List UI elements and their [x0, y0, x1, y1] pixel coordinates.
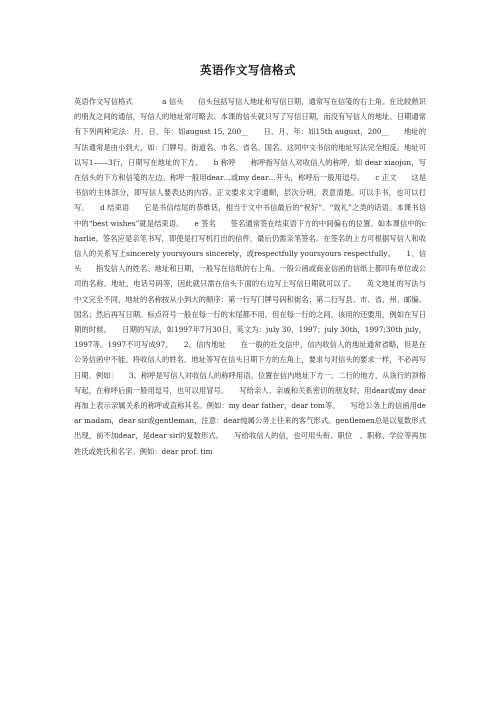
document-body-text: 英语作文写信格式 a 信头 信头包括写信人地址和写信日期，通常写在信笺的右上角。在比较熟识的朋友之间的通信，写信人的地址常可略去。本课的信头就只写了写信日期，而没有写信人的地址。日期通常有下列两种定法：月、日、年：如august 15, 200__ 日、月、年：如15th august，200__ 地址的写法通常是由小到大，如：门牌号、街道名、市名、省名、国名。这同中文书信的地址写法完全相反。地址可以写1——3行，日期写在地址的下方。 b 称呼 称呼指写信人对收信人的称呼，如 dear xiaojun，写在信头的下方和信笺的左边。称呼一般用dear…或my dear…开头，称呼后一般用逗号。 c 正文 这是书信的主体部分，即写信人要表达的内容。正文要求文字通顺，层次分明，表意清楚。可以手书，也可以打写。 d 结束语 它是书信结尾的恭维话，相当于文中书信最后的“祝好”、“致礼”之类的话语。本课书信中的“best wishes”就是结束语。 e 签名 签名通常签在结束语下方的中间偏右的位置。如本课信中的charlie。签名应是亲笔书写，即使是打写机打出的信件，最后仍需亲笔签名。在签名的上方可根据写信人和收信人的关系写上sincerely yoursyours sincerely，或respectfully yoursyours respectfully。 1、信头 指发信人的姓名、地址和日期，一般写在信纸的右上角。一般公函或商业信函的信纸上都印有单位或公司的名称、地址、电话号码等，因此就只需在信头下面的右边写上写信日期就可以了。 英文地址的写法与中文完全不同，地址的名称按从小到大的顺序：第一行写门牌号码和街名；第二行写县、市、省、州、邮编、国名；然后再写日期。标点符号一般在每一行的末尾都不用，但在每一行的之间，该用的还要用，例如在写日期的时候。 日期的写法，如1997年7月30日，英文为：july 30，1997；july 30th，1997;30th july，1997等。1997不可写成97。 2、信内地址 在一般的社交信中，信内收信人的地址通常省略，但是在公务信函中不能。将收信人的姓名、地址等写在信头日期下方的左角上，要求与对信头的要求一样，不必再写日期。例如： 3、称呼是写信人对收信人的称呼用语。位置在信内地址下方一、二行的地方，从该行的顶格写起，在称呼后面一般用逗号，也可以用冒号。 写给亲人、亲戚和关系密切的朋友时，用dear或my dear再加上表示亲属关系的称呼或直称其名。例如：my dear father，dear tom等。 写给公务上的信函用dear madam，dear sir或gentleman，注意：dear纯属公务上往来的客气形式。gentlemen总是以复数形式出现，前不加dear，是dear sir的复数形式。 写给收信人的信，也可用头衔、职位 、职称、学位等再加姓氏或姓氏和名字。例如：dear prof. tim [74, 97, 426, 456]
document-title: 英语作文写信格式 [200, 63, 296, 77]
